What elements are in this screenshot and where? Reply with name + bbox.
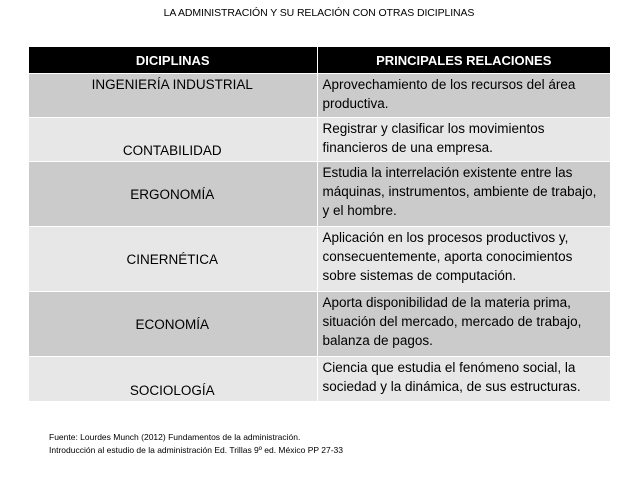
citation-line-1: Fuente: Lourdes Munch (2012) Fundamentos de la administración. — [49, 432, 301, 442]
header-disciplines: DICIPLINAS — [29, 47, 317, 74]
discipline-cell: INGENIERÍA INDUSTRIAL — [29, 74, 317, 118]
table-row — [29, 118, 610, 162]
table-row — [29, 227, 610, 292]
discipline-cell: ERGONOMÍA — [29, 162, 317, 227]
table-row — [29, 74, 610, 118]
source-citation — [49, 431, 343, 457]
relation-cell: Aporta disponibilidad de la materia prima, situación del mercado, mercado de trabajo, balanza de pagos. — [317, 292, 610, 357]
table-row — [29, 162, 610, 227]
relation-cell: Registrar y clasificar los movimientos financieros de una empresa. — [317, 118, 610, 162]
page-title: LA ADMINISTRACIÓN Y SU RELACIÓN CON OTRAS DICIPLINAS — [163, 7, 475, 19]
table-header-row — [29, 47, 610, 74]
discipline-cell: CONTABILIDAD — [29, 118, 317, 162]
relation-cell: Aprovechamiento de los recursos del área productiva. — [317, 74, 610, 118]
relation-cell: Aplicación en los procesos productivos y, consecuentemente, aporta conocimientos sobre sistemas de computación. — [317, 227, 610, 292]
discipline-cell: CINERNÉTICA — [29, 227, 317, 292]
relation-cell: Ciencia que estudia el fenómeno social, la sociedad y la dinámica, de sus estructuras. — [317, 357, 610, 401]
relation-cell: Estudia la interrelación existente entre las máquinas, instrumentos, ambiente de trabajo, y el hombre. — [317, 162, 610, 227]
discipline-cell: SOCIOLOGÍA — [29, 357, 317, 401]
discipline-cell: ECONOMÍA — [29, 292, 317, 357]
citation-line-2: Introducción al estudio de la administración Ed. Trillas 9º ed. México PP 27-33 — [49, 445, 343, 455]
table-row — [29, 292, 610, 357]
disciplines-table — [29, 47, 610, 401]
header-relations: PRINCIPALES RELACIONES — [317, 47, 610, 74]
table-row — [29, 357, 610, 401]
